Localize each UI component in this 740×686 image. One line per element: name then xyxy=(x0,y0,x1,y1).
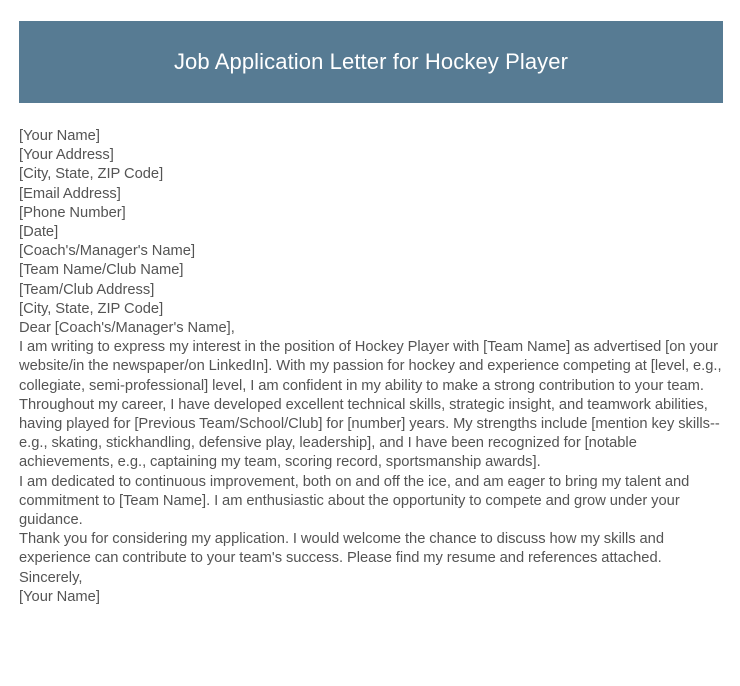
letter-line: [Coach's/Manager's Name] xyxy=(19,243,196,260)
letter-line: [Phone Number] xyxy=(19,204,126,221)
letter-line: [Team Name/Club Name] xyxy=(19,262,184,279)
page-title: Job Application Letter for Hockey Player xyxy=(173,49,569,74)
document-header-banner xyxy=(19,21,723,103)
letter-paragraph: I am dedicated to continuous improvement, both on and off the ice, and am eager to bring my talent and commitment to [Team Name]. I am enthusiastic about the opportunity to compete and grow under your guidance. xyxy=(19,473,690,529)
letter-body xyxy=(19,127,723,607)
letter-line: [Your Name] xyxy=(19,588,100,605)
letter-line: Dear [Coach's/Manager's Name], xyxy=(19,320,235,337)
letter-line: [City, State, ZIP Code] xyxy=(19,166,164,183)
letter-paragraph: I am writing to express my interest in the position of Hockey Player with [Team Name] as advertised [on your website/in the newspaper/on LinkedIn]. With my passion for hockey and experience competing at [level, e.g., collegiate, semi-professional] level, I am confident in my ability to make a strong contribution to your team. xyxy=(19,339,722,394)
letter-paragraph: Throughout my career, I have developed excellent technical skills, strategic insight, and teamwork abilities, having played for [Previous Team/School/Club] for [number] years. My strengths include [mention key skills--e.g., skating, stickhandling, defensive play, leadership], and I have been recognized for [notable achievements, e.g., captaining my team, scoring record, sportsmanship awards]. xyxy=(19,396,720,471)
letter-line: [Your Name] xyxy=(19,128,100,144)
letter-line: [City, State, ZIP Code] xyxy=(19,300,164,317)
letter-line: [Team/Club Address] xyxy=(19,281,155,298)
letter-paragraph: Thank you for considering my application. I would welcome the chance to discuss how my skills and experience can contribute to your team's success. Please find my resume and references attached. xyxy=(19,531,664,567)
letter-line: [Date] xyxy=(19,224,59,241)
letter-line: Sincerely, xyxy=(19,569,83,586)
letter-line: [Email Address] xyxy=(19,185,121,202)
letter-line: [Your Address] xyxy=(19,147,114,164)
